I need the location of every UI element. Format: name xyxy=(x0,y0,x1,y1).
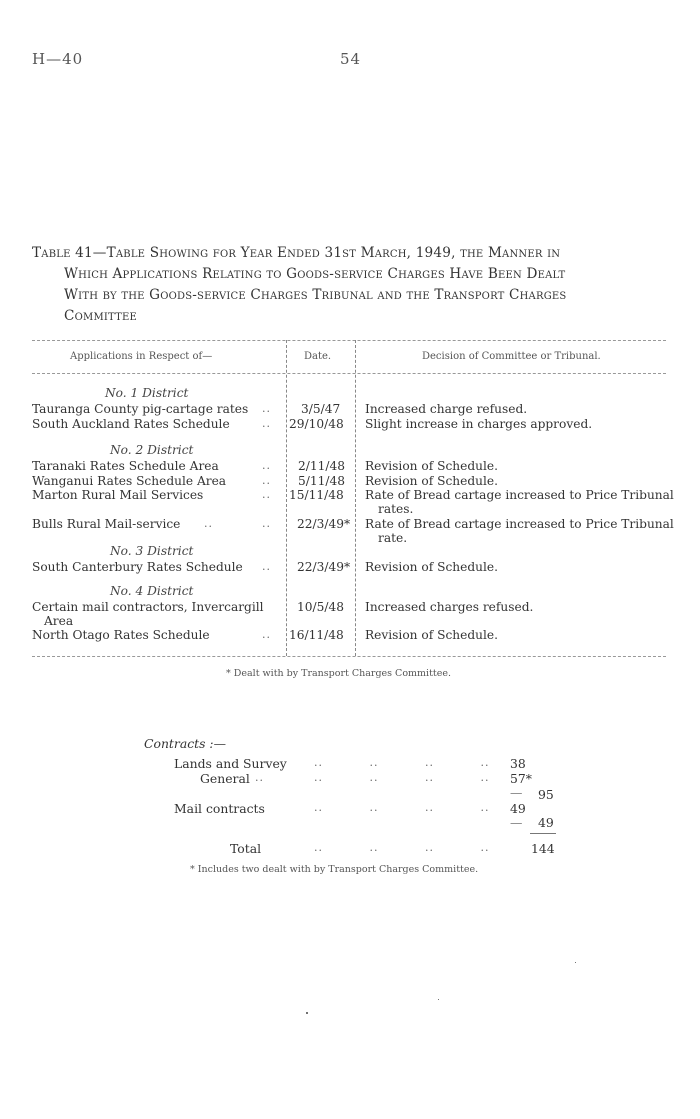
caption-line-2: Which Applications Relating to Goods-service Charges Have Been Dealt xyxy=(64,266,566,282)
table-row-date: 10/5/48 xyxy=(297,600,344,614)
district-heading: No. 1 District xyxy=(105,386,189,400)
contracts-heading: Contracts :— xyxy=(144,736,226,751)
dot-leaders: .. .. .. .. xyxy=(314,771,490,784)
table-row-application: Wanganui Rates Schedule Area xyxy=(32,474,227,488)
dot-leaders: .. .. .. .. xyxy=(314,801,490,814)
table-row-application: North Otago Rates Schedule xyxy=(32,628,210,642)
dot-leader: .. xyxy=(262,628,271,641)
contracts-value: 49 xyxy=(510,801,526,816)
table-row-decision: Increased charge refused. xyxy=(365,402,528,416)
total-rule xyxy=(530,833,556,834)
scan-speck xyxy=(438,999,439,1000)
dot-leader: .. xyxy=(262,459,271,472)
district-heading: No. 2 District xyxy=(110,443,194,457)
table-row-date: 2/11/48 xyxy=(298,459,345,473)
dot-leader: .. xyxy=(262,417,271,430)
table-row-decision: Rate of Bread cartage increased to Price Tribunal xyxy=(365,488,674,502)
dot-leader: .. xyxy=(262,488,271,501)
table-row-application: Marton Rural Mail Services xyxy=(32,488,204,502)
dot-leader: .. xyxy=(262,517,271,530)
table-row-application: Taranaki Rates Schedule Area xyxy=(32,459,219,473)
dot-leaders: .. .. .. .. xyxy=(314,841,490,854)
contracts-value: 38 xyxy=(510,756,526,771)
table-row-application: South Canterbury Rates Schedule xyxy=(32,560,243,574)
table-row-decision-cont: rate. xyxy=(378,531,408,545)
dot-leader: .. xyxy=(262,474,271,487)
table-row-decision: Revision of Schedule. xyxy=(365,474,498,488)
col-header-date: Date. xyxy=(304,351,332,362)
table-row-application: Bulls Rural Mail-service xyxy=(32,517,181,531)
caption-line-1: Table 41—Table Showing for Year Ended 31st March, 1949, the Manner in xyxy=(32,245,561,261)
table-bottom-rule xyxy=(32,656,666,657)
table-row-date: 16/11/48 xyxy=(289,628,344,642)
scan-speck xyxy=(306,1012,308,1014)
table-row-decision: Increased charges refused. xyxy=(365,600,534,614)
contracts-subtotal: 95 xyxy=(538,787,554,802)
table-row-application-cont: Area xyxy=(44,614,74,628)
caption-line-3: With by the Goods-service Charges Tribunal and the Transport Charges xyxy=(64,287,567,303)
dot-leader: .. xyxy=(262,402,271,415)
district-heading: No. 3 District xyxy=(110,544,194,558)
table-row-application: South Auckland Rates Schedule xyxy=(32,417,230,431)
contracts-total-label: Total xyxy=(230,841,262,856)
contracts-label: Lands and Survey xyxy=(174,756,287,771)
contracts-subtotal: 49 xyxy=(538,815,554,830)
page-number: 54 xyxy=(340,50,362,68)
table-top-rule xyxy=(32,340,666,341)
column-divider-2 xyxy=(355,340,356,656)
table-row-date: 22/3/49* xyxy=(297,560,351,574)
page-code: H—40 xyxy=(32,50,84,68)
column-divider-1 xyxy=(286,340,287,656)
scan-speck xyxy=(575,962,576,963)
table-row-date: 15/11/48 xyxy=(289,488,344,502)
sum-dash: — xyxy=(510,815,523,830)
col-header-decision: Decision of Committee or Tribunal. xyxy=(422,351,601,362)
table-row-decision: Revision of Schedule. xyxy=(365,628,498,642)
dot-leader: .. xyxy=(262,560,271,573)
contracts-total-value: 144 xyxy=(531,841,555,856)
table-row-date: 29/10/48 xyxy=(289,417,344,431)
contracts-label: General xyxy=(200,771,250,786)
table-caption xyxy=(32,243,672,327)
contracts-label: Mail contracts xyxy=(174,801,265,816)
table-row-date: 22/3/49* xyxy=(297,517,351,531)
contracts-value: 57* xyxy=(510,771,532,786)
table-row-decision-cont: rates. xyxy=(378,502,414,516)
sum-dash: — xyxy=(510,785,523,800)
table-row-decision: Revision of Schedule. xyxy=(365,459,498,473)
table-row-application: Tauranga County pig-cartage rates xyxy=(32,402,249,416)
table-row-decision: Revision of Schedule. xyxy=(365,560,498,574)
dot-leaders: .. .. .. .. xyxy=(314,756,490,769)
contracts-footnote: * Includes two dealt with by Transport Charges Committee. xyxy=(190,864,479,875)
dot-leader: .. xyxy=(255,771,264,784)
dot-leader: .. xyxy=(204,517,213,530)
col-header-applications: Applications in Respect of— xyxy=(70,351,213,362)
table-row-application: Certain mail contractors, Invercargill xyxy=(32,600,264,614)
table-row-date: 5/11/48 xyxy=(298,474,345,488)
table-row-decision: Slight increase in charges approved. xyxy=(365,417,593,431)
table-footnote: * Dealt with by Transport Charges Committee. xyxy=(226,668,451,679)
table-header-rule xyxy=(32,373,666,374)
table-row-decision: Rate of Bread cartage increased to Price Tribunal xyxy=(365,517,674,531)
caption-line-4: Committee xyxy=(64,308,137,324)
district-heading: No. 4 District xyxy=(110,584,194,598)
table-row-date: 3/5/47 xyxy=(301,402,341,416)
